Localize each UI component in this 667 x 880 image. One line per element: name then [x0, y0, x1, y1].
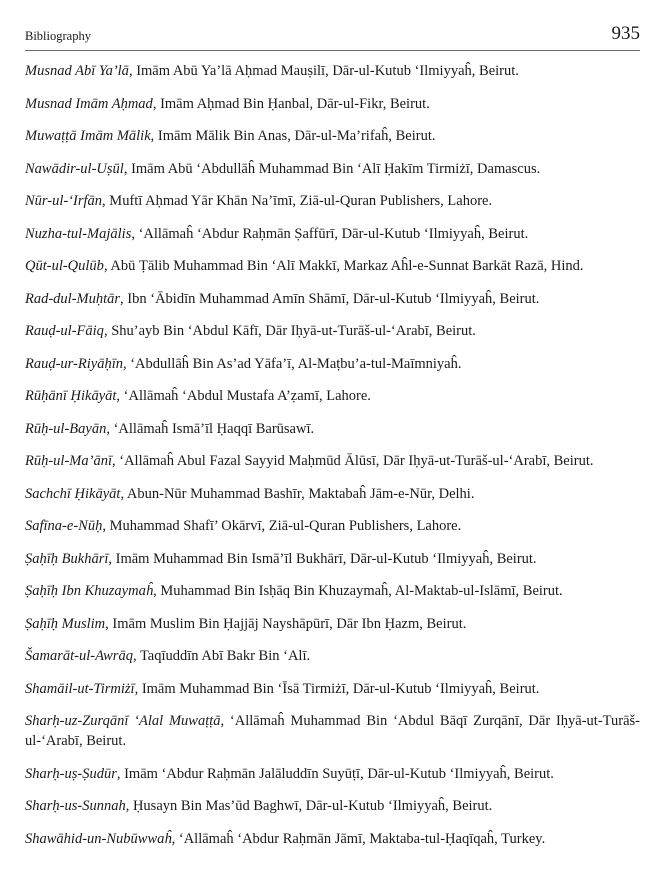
- entry-details: , Imām Muhammad Bin ‘Īsā Tirmiżī, Dār-ul-Kutub ‘Ilmiyyaĥ, Beirut.: [134, 680, 540, 697]
- entry-title: Rūḥ-ul-Bayān: [25, 420, 107, 437]
- bibliography-entry: [25, 581, 640, 601]
- bibliography-entry: [25, 829, 640, 849]
- entry-title: Rad-dul-Muḥtār: [25, 290, 121, 307]
- bibliography-entry: [25, 61, 640, 81]
- entry-details: , Ḥusayn Bin Mas’ūd Baghwī, Dār-ul-Kutub ‘Ilmiyyaĥ, Beirut.: [125, 798, 493, 814]
- bibliography-entry: [25, 321, 640, 341]
- entry-title: Rauḍ-ul-Fāiq: [25, 323, 104, 339]
- entry-details: , Imām Abū ‘Abdullāĥ Muhammad Bin ‘Alī Ḥakīm Tirmiżī, Damascus.: [123, 160, 541, 177]
- entry-details: , ‘Abdullāĥ Bin As’ad Yāfa’ī, Al-Maṭbu’a-tul-Maīmniyaĥ.: [122, 355, 462, 372]
- bibliography-entry: [25, 484, 640, 504]
- entry-title: Nūr-ul-‘Irfān: [25, 193, 103, 209]
- entry-title: Sharḥ-uṣ-Ṣudūr: [25, 765, 117, 782]
- entry-details: , Muhammad Shafī’ Okārvī, Ziā-ul-Quran Publishers, Lahore.: [102, 518, 462, 534]
- entry-title: Qūt-ul-Qulūb: [25, 258, 104, 274]
- entry-title: Musnad Imām Aḥmad: [25, 95, 153, 112]
- entry-details: , ‘Allāmaĥ ‘Abdul Mustafa A’ẓamī, Lahore.: [116, 388, 371, 404]
- entry-title: Ṣaḥīḥ Muslim: [25, 615, 106, 632]
- bibliography-entry: [25, 451, 640, 471]
- entry-title: Sharḥ-uz-Zurqānī ‘Alal Muwaṭṭā: [25, 713, 221, 729]
- entry-title: Muwaṭṭā Imām Mālik: [25, 128, 151, 144]
- bibliography-entry: [25, 796, 640, 816]
- entry-title: Shamāil-ut-Tirmiżī: [25, 680, 135, 697]
- entry-details: , ‘Allāmaĥ Muhammad Bin ‘Abdul Bāqī Zurqānī, Dār Iḥyā-ut-Turāš-ul-‘Arabī, Beirut.: [25, 713, 640, 749]
- entry-details: , Muhammad Bin Isḥāq Bin Khuzaymaĥ, Al-Maktab-ul-Islāmī, Beirut.: [153, 583, 563, 599]
- page-number: 935: [611, 23, 640, 44]
- entry-title: Sharḥ-us-Sunnah: [25, 798, 126, 814]
- bibliography-entry: [25, 516, 640, 536]
- entry-details: , ‘Allāmaĥ Ismā’īl Ḥaqqī Barūsawī.: [106, 420, 315, 437]
- entry-details: , Imām Muslim Bin Ḥajjāj Nayshāpūrī, Dār Ibn Ḥazm, Beirut.: [105, 615, 467, 632]
- bibliography-entry: [25, 256, 640, 276]
- bibliography-entry: [25, 679, 640, 699]
- bibliography-entry: [25, 126, 640, 146]
- entry-title: Rūḥānī Ḥikāyāt: [25, 388, 117, 404]
- entry-details: , Abun-Nūr Muhammad Bashīr, Maktabaĥ Jām-e-Nūr, Delhi.: [120, 485, 475, 502]
- running-head: Bibliography: [25, 29, 91, 43]
- entry-title: Sachchī Ḥikāyāt: [25, 485, 121, 502]
- entry-details: , Imām ‘Abdur Raḥmān Jalāluddīn Suyūṭī, Dār-ul-Kutub ‘Ilmiyyaĥ, Beirut.: [116, 765, 554, 782]
- bibliography-entry: [25, 289, 640, 309]
- entry-title: Musnad Abī Ya’lā: [25, 63, 129, 79]
- entry-title: Šamarāt-ul-Awrāq: [25, 648, 133, 664]
- entry-details: , ‘Allāmaĥ ‘Abdur Raḥmān Ṣaffūrī, Dār-ul-Kutub ‘Ilmiyyaĥ, Beirut.: [131, 225, 529, 242]
- bibliography-entry: [25, 614, 640, 634]
- bibliography-entry: [25, 354, 640, 374]
- entry-details: , Imām Muhammad Bin Ismā’īl Bukhārī, Dār-ul-Kutub ‘Ilmiyyaĥ, Beirut.: [108, 550, 537, 567]
- entry-title: Nawādir-ul-Uṣūl: [25, 160, 124, 177]
- entry-details: , Imām Mālik Bin Anas, Dār-ul-Ma’rifaĥ, Beirut.: [150, 128, 436, 144]
- entry-title: Rūḥ-ul-Ma’ānī: [25, 453, 112, 469]
- entry-details: , Taqīuddīn Abī Bakr Bin ‘Alī.: [132, 648, 311, 664]
- bibliography-entry: [25, 386, 640, 406]
- entry-details: , Ibn ‘Ābidīn Muhammad Amīn Shāmī, Dār-ul-Kutub ‘Ilmiyyaĥ, Beirut.: [120, 290, 540, 307]
- bibliography-entry: [25, 764, 640, 784]
- entry-title: Rauḍ-ur-Riyāḥīn: [25, 355, 123, 372]
- entry-details: , Imām Aḥmad Bin Ḥanbal, Dār-ul-Fikr, Beirut.: [152, 95, 430, 112]
- bibliography-entry: [25, 191, 640, 211]
- entry-details: , ‘Allāmaĥ ‘Abdur Raḥmān Jāmī, Maktaba-tul-Ḥaqīqaĥ, Turkey.: [171, 830, 546, 847]
- bibliography-entry: [25, 419, 640, 439]
- page-header: [25, 20, 640, 51]
- entry-details: , Shu’ayb Bin ‘Abdul Kāfī, Dār Iḥyā-ut-Turāš-ul-‘Arabī, Beirut.: [103, 323, 476, 339]
- entry-details: , Abū Ṭālib Muhammad Bin ‘Alī Makkī, Markaz Aĥl-e-Sunnat Barkāt Razā, Hind.: [103, 258, 584, 274]
- entry-details: , Muftī Aḥmad Yār Khān Na’īmī, Ziā-ul-Quran Publishers, Lahore.: [102, 193, 493, 209]
- entry-details: , Imām Abū Ya’lā Aḥmad Mauṣilī, Dār-ul-Kutub ‘Ilmiyyaĥ, Beirut.: [128, 63, 519, 79]
- entry-details: , ‘Allāmaĥ Abul Fazal Sayyid Maḥmūd Ālūsī, Dār Iḥyā-ut-Turāš-ul-‘Arabī, Beirut.: [111, 453, 594, 469]
- bibliography-entry: [25, 94, 640, 114]
- entry-title: Ṣaḥīḥ Ibn Khuzaymaĥ: [25, 583, 154, 599]
- bibliography-entry: [25, 224, 640, 244]
- bibliography-entry: [25, 711, 640, 751]
- bibliography-entry: [25, 159, 640, 179]
- entry-title: Ṣaḥīḥ Bukhārī: [25, 550, 109, 567]
- entry-title: Shawāhid-un-Nubūwwaĥ: [25, 830, 172, 847]
- entry-title: Safīna-e-Nūḥ: [25, 518, 103, 534]
- bibliography-entry: [25, 549, 640, 569]
- bibliography-list: [25, 61, 640, 861]
- entry-title: Nuzha-tul-Majālis: [25, 225, 132, 242]
- bibliography-entry: [25, 646, 640, 666]
